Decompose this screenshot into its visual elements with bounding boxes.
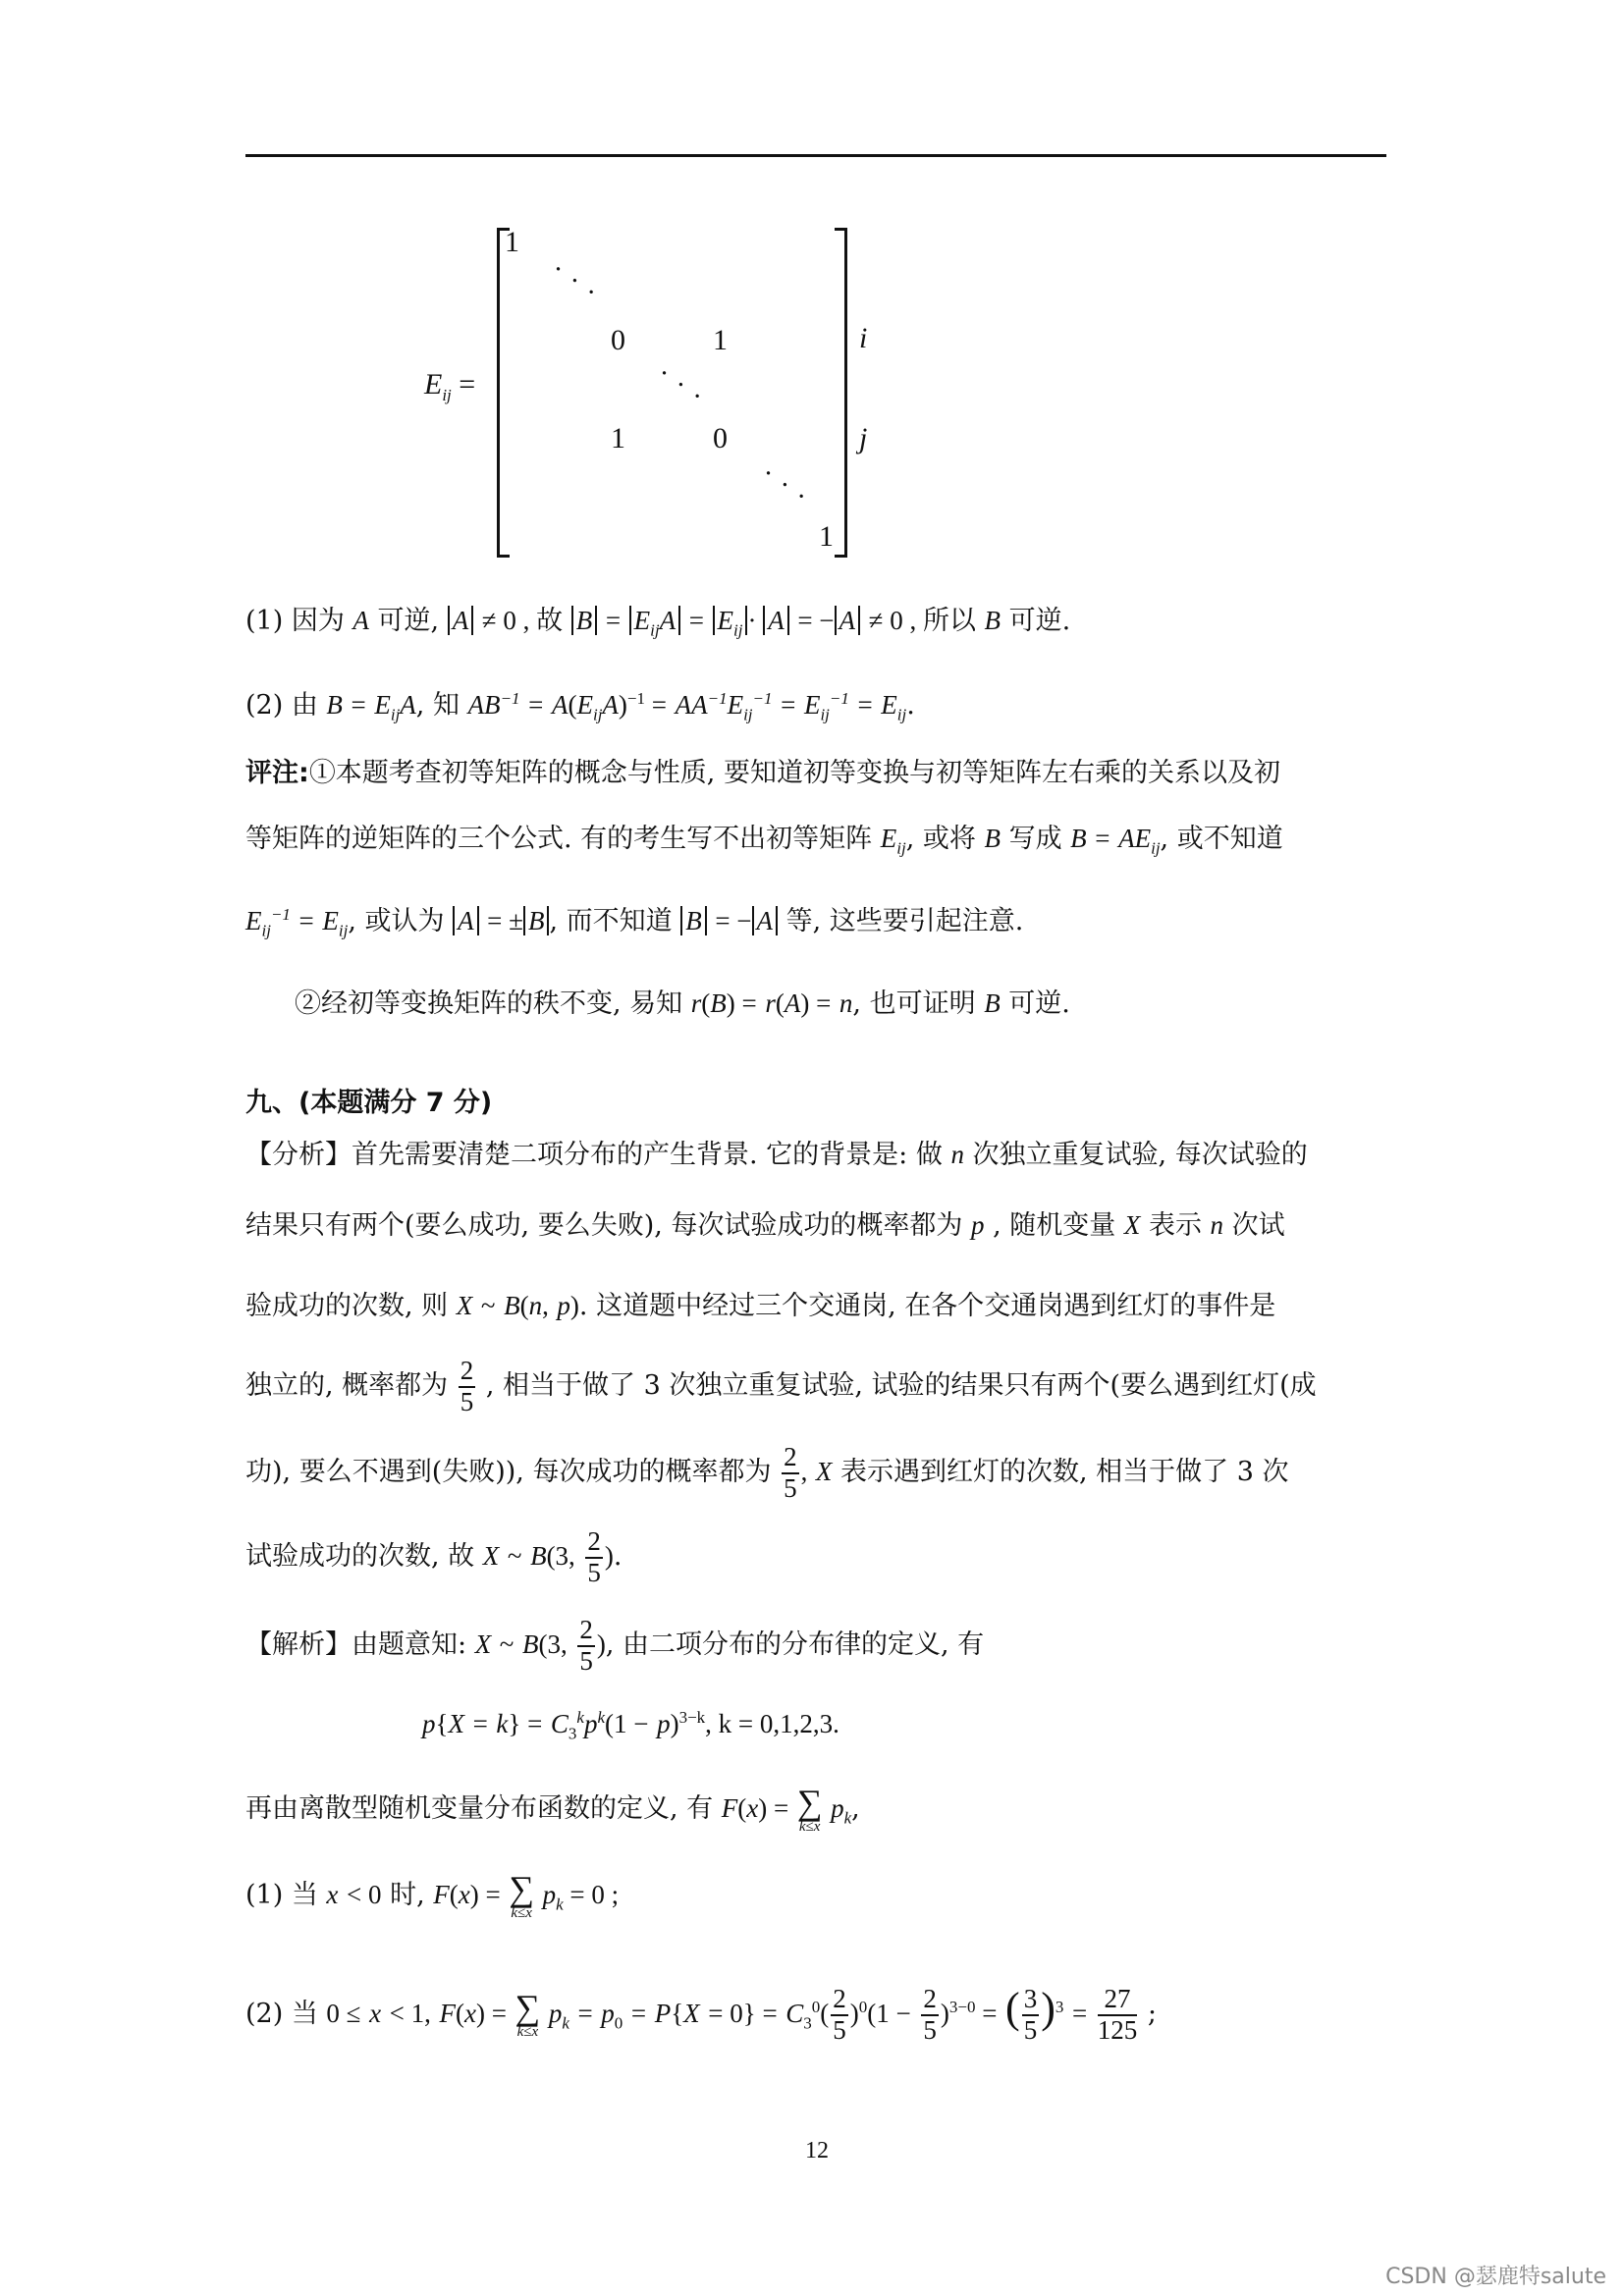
matrix-diagonal-dots: · · ·	[652, 358, 711, 413]
fraction-two-fifths: $\frac{2}{5}$	[784, 1442, 797, 1503]
header-rule	[245, 154, 1386, 157]
fraction-two-fifths: $\frac{2}{5}$	[579, 1615, 593, 1676]
matrix-row-label-i: i	[859, 322, 868, 354]
matrix-cell-zero-a: 0	[611, 324, 625, 356]
page-number: 12	[805, 2138, 829, 2163]
fraction-two-fifths: $\frac{2}{5}$	[587, 1526, 601, 1587]
remark-line-3: $E_{ij}^{-1} = E_{ij}$, 或认为 A = ± B , 而不知道 B = − A 等, 这些要引起注意.	[245, 905, 1024, 940]
matrix-diagonal-dots: · · ·	[546, 254, 605, 309]
matrix-right-bracket	[835, 228, 847, 558]
fraction-27-125: $\frac{27}{125}$	[1097, 1983, 1138, 2045]
analysis-line-3: 验成功的次数, 则 X ~ B(n, p). 这道题中经过三个交通岗, 在各个交通岗遇到红灯的事件是	[245, 1291, 1276, 1321]
case-1: (1) 当 x < 0 时, F(x) = ∑ k≤x $p_k = 0$ ;	[245, 1869, 620, 1921]
fraction-two-fifths: $\frac{2}{5}$	[460, 1356, 474, 1416]
analysis-line-4: 独立的, 概率都为 $\frac{2}{5}$ , 相当于做了 3 次独立重复试验, 试验的结果只有两个(要么遇到红灯(成	[245, 1356, 1317, 1416]
analysis-line-6: 试验成功的次数, 故 X ~ B(3, $\frac{2}{5}$ ).	[245, 1526, 623, 1587]
pmf-formula: $p\{X = k\} = C_3^kp^k(1 - p)^{3-k}$, k = 0,1,2,3.	[422, 1708, 839, 1743]
proof-line-1: (1) 因为 A 可逆, A ≠ 0 , 故 $B = E_{ij}A = E_{ij} \cdot A$ = − A ≠ 0 , 所以 B 可逆.	[245, 606, 1071, 640]
solution-line-1: 【解析】由题意知: X ~ B(3, $\frac{2}{5}$ ), 由二项分布的分布律的定义, 有	[245, 1615, 985, 1676]
fraction-two-fifths: $\frac{2}{5}$	[923, 1983, 937, 2045]
proof-line-2: (2) 由 $B = E_{ij}A$, 知 $AB^{-1} = A(E_{ij}A)^{-1} = AA^{-1}E_{ij}^{-1} = E_{ij}^{-1} = E_{ij}$.	[245, 689, 915, 724]
watermark: CSDN @瑟鹿特salute	[1385, 2265, 1606, 2289]
section-heading: 九、(本题满分 7 分)	[245, 1088, 493, 1118]
matrix-diagonal-dots: · · ·	[756, 458, 815, 513]
case-2: (2) 当 0 ≤ x < 1, F(x) = ∑ k≤x $p_k = p_0 = P\{X = 0\} = C_3^0$( $\frac{2}{5}$ )$^0$(1 − $\frac{2}{5}$ )$^{3-0}$ = ( $\frac{3}{5}$ )$^3$ = $\frac{27}{125}$ ;	[245, 1983, 1157, 2045]
matrix-cell-one-a: 1	[713, 324, 728, 356]
remark-line-2: 等矩阵的逆矩阵的三个公式. 有的考生写不出初等矩阵 $E_{ij}$, 或将 B 写成 $B = AE_{ij}$, 或不知道	[245, 824, 1283, 858]
matrix-row-label-j: j	[859, 422, 868, 454]
remark-title: 评注:	[245, 758, 309, 788]
matrix-left-bracket	[497, 228, 510, 558]
analysis-line-2: 结果只有两个(要么成功, 要么失败), 每次试验成功的概率都为 p , 随机变量 X 表示 n 次试	[245, 1210, 1285, 1241]
remark-line-4: ②经初等变换矩阵的秩不变, 易知 r(B) = r(A) = n, 也可证明 B 可逆.	[295, 988, 1070, 1019]
analysis-line-5: 功), 要么不遇到(失败)), 每次成功的概率都为 $\frac{2}{5}$ , X 表示遇到红灯的次数, 相当于做了 3 次	[245, 1442, 1289, 1503]
matrix-cell-one-bottom: 1	[819, 520, 834, 553]
cdf-definition: 再由离散型随机变量分布函数的定义, 有 F(x) = ∑ k≤x $p_k$,	[245, 1783, 860, 1835]
matrix-cell-one-b: 1	[611, 422, 625, 454]
sum-symbol: ∑ k≤x	[509, 1869, 534, 1921]
matrix-cell-zero-b: 0	[713, 422, 728, 454]
matrix-label: $E_{ij}$ =	[424, 368, 476, 404]
fraction-three-fifths: $\frac{3}{5}$	[1023, 1983, 1038, 2045]
remark-line-1: 评注:①本题考查初等矩阵的概念与性质, 要知道初等变换与初等矩阵左右乘的关系以及初	[245, 758, 1280, 788]
fraction-two-fifths: $\frac{2}{5}$	[833, 1983, 846, 2045]
analysis-line-1: 【分析】首先需要清楚二项分布的产生背景. 它的背景是: 做 n 次独立重复试验, 每次试验的	[245, 1140, 1308, 1170]
sum-symbol: ∑ k≤x	[514, 1988, 541, 2040]
sum-symbol: ∑ k≤x	[796, 1783, 823, 1835]
matrix-cell-one-top: 1	[505, 226, 519, 258]
